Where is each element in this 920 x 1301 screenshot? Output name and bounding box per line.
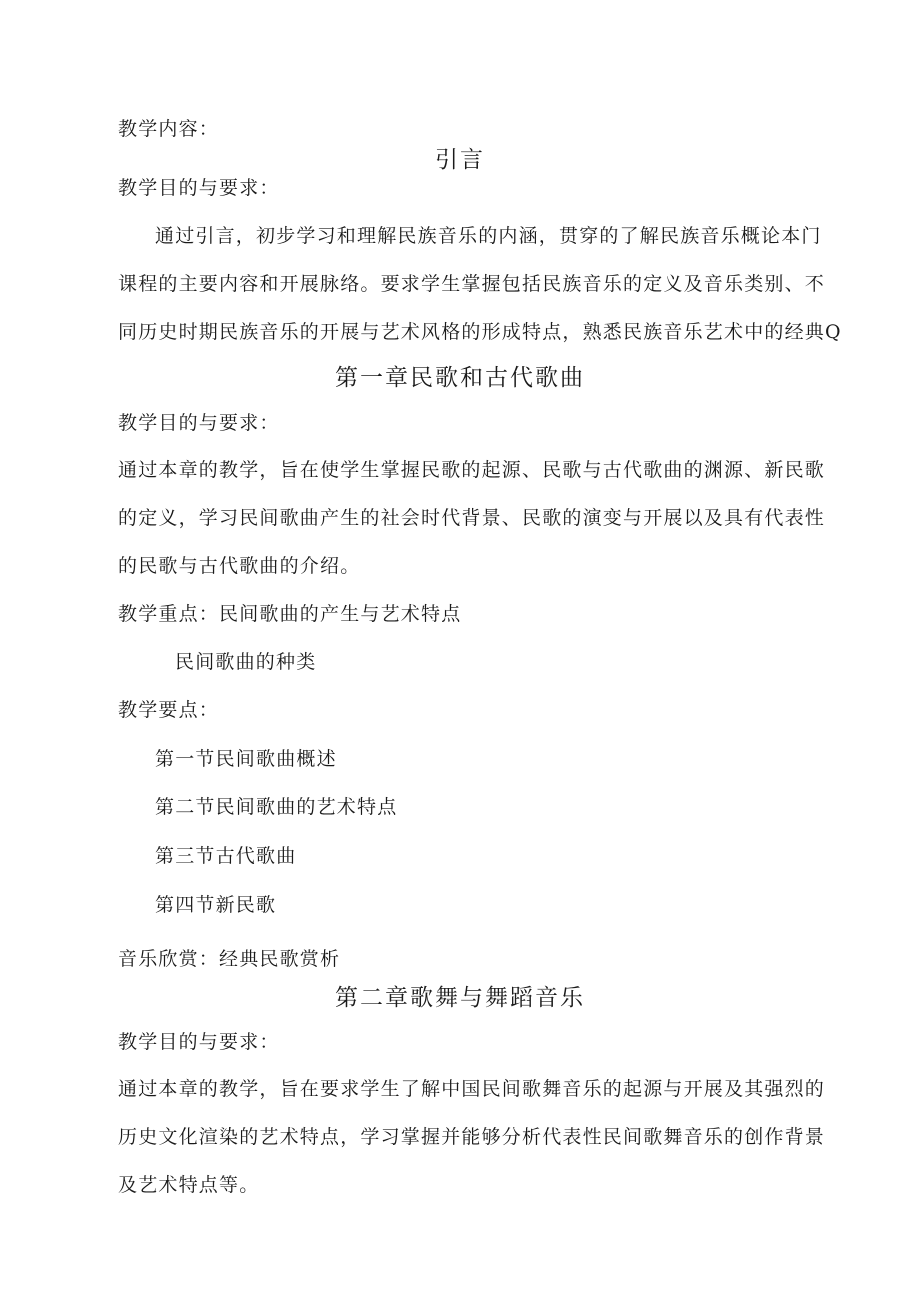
chapter1-title: 第一章民歌和古代歌曲 bbox=[335, 365, 585, 391]
chapter1-key-points-extra: 民间歌曲的种类 bbox=[175, 651, 317, 673]
chapter2-body-line: 历史文化渲染的艺术特点，学习掌握并能够分析代表性民间歌舞音乐的创作背景 bbox=[118, 1126, 826, 1148]
chapter1-body-line: 通过本章的教学，旨在使学生掌握民歌的起源、民歌与古代歌曲的渊源、新民歌 bbox=[118, 459, 826, 481]
chapter1-essentials-label: 教学要点： bbox=[118, 699, 220, 721]
intro-body-line: 通过引言，初步学习和理解民族音乐的内涵，贯穿的了解民族音乐概论本门 bbox=[155, 225, 822, 247]
chapter2-title: 第二章歌舞与舞蹈音乐 bbox=[335, 985, 585, 1011]
chapter2-body-line: 及艺术特点等。 bbox=[118, 1174, 260, 1196]
chapter1-appreciation: 音乐欣赏：经典民歌赏析 bbox=[118, 948, 341, 970]
section-item: 第一节民间歌曲概述 bbox=[155, 748, 337, 770]
chapter2-body-line: 通过本章的教学，旨在要求学生了解中国民间歌舞音乐的起源与开展及其强烈的 bbox=[118, 1078, 826, 1100]
section-item: 第三节古代歌曲 bbox=[155, 845, 297, 867]
chapter1-body-line: 的民歌与古代歌曲的介绍。 bbox=[118, 555, 361, 577]
chapter2-objectives-label: 教学目的与要求： bbox=[118, 1031, 280, 1053]
section-item: 第二节民间歌曲的艺术特点 bbox=[155, 796, 398, 818]
section-item: 第四节新民歌 bbox=[155, 894, 277, 916]
intro-title: 引言 bbox=[435, 147, 485, 173]
intro-body-line: 同历史时期民族音乐的开展与艺术风格的形成特点，熟悉民族音乐艺术中的经典Q bbox=[118, 321, 842, 343]
chapter1-objectives-label: 教学目的与要求： bbox=[118, 412, 280, 434]
teaching-content-label: 教学内容： bbox=[118, 118, 220, 140]
chapter1-key-points: 教学重点：民间歌曲的产生与艺术特点 bbox=[118, 603, 462, 625]
intro-body-line: 课程的主要内容和开展脉络。要求学生掌握包括民族音乐的定义及音乐类别、不 bbox=[118, 273, 826, 295]
chapter1-body-line: 的定义，学习民间歌曲产生的社会时代背景、民歌的演变与开展以及具有代表性 bbox=[118, 507, 826, 529]
intro-objectives-label: 教学目的与要求： bbox=[118, 177, 280, 199]
